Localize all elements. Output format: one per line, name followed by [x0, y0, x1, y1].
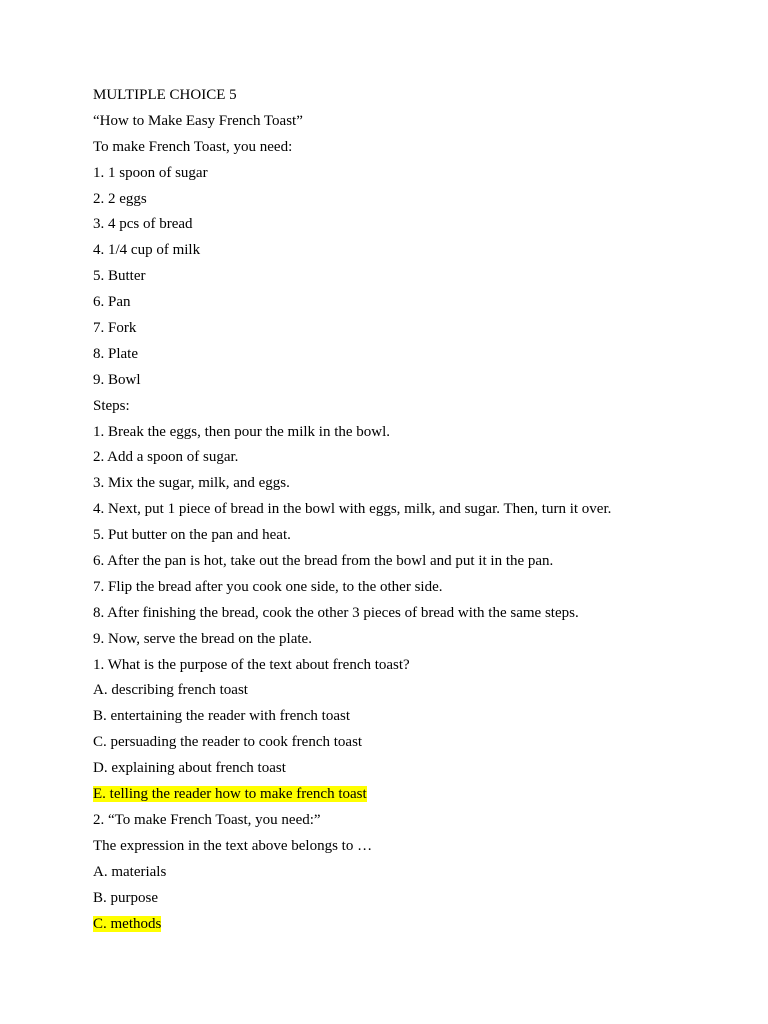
step-item: 1. Break the eggs, then pour the milk in the bowl.	[93, 423, 391, 440]
step-item: 2. Add a spoon of sugar.	[93, 449, 239, 466]
answer-highlight: E. telling the reader how to make french toast	[93, 786, 367, 803]
step-item: 6. After the pan is hot, take out the bread from the bowl and put it in the pan.	[93, 553, 554, 570]
step-item: 5. Put butter on the pan and heat.	[93, 527, 291, 544]
step-item: 8. After finishing the bread, cook the other 3 pieces of bread with the same steps.	[93, 604, 579, 621]
ingredient-item: 6. Pan	[93, 294, 131, 311]
step-item: 7. Flip the bread after you cook one side, to the other side.	[93, 578, 443, 595]
document-title: “How to Make Easy French Toast”	[93, 112, 303, 129]
ingredient-item: 3. 4 pcs of bread	[93, 216, 193, 233]
ingredient-item: 2. 2 eggs	[93, 190, 147, 207]
ingredient-item: 9. Bowl	[93, 371, 141, 388]
ingredient-item: 8. Plate	[93, 345, 138, 362]
ingredient-item: 4. 1/4 cup of milk	[93, 242, 201, 259]
ingredients-intro: To make French Toast, you need:	[93, 138, 293, 155]
answer-highlight: C. methods	[93, 915, 162, 932]
question-1-answer-highlighted	[93, 785, 733, 811]
document-page	[93, 86, 733, 940]
question-2-prompt-line2: The expression in the text above belongs to …	[93, 837, 373, 854]
step-item: 4. Next, put 1 piece of bread in the bowl with eggs, milk, and sugar. Then, turn it over.	[93, 501, 612, 518]
question-1-option: D. explaining about french toast	[93, 760, 286, 777]
ingredient-item: 7. Fork	[93, 320, 137, 337]
question-2-prompt: 2. “To make French Toast, you need:”	[93, 811, 321, 828]
question-1-prompt: 1. What is the purpose of the text about french toast?	[93, 656, 410, 673]
question-1-option: C. persuading the reader to cook french toast	[93, 734, 363, 751]
ingredient-item: 1. 1 spoon of sugar	[93, 164, 208, 181]
question-1-option: B. entertaining the reader with french toast	[93, 708, 350, 725]
steps-heading: Steps:	[93, 397, 130, 414]
step-item: 9. Now, serve the bread on the plate.	[93, 630, 312, 647]
document-header: MULTIPLE CHOICE 5	[93, 87, 237, 103]
step-item: 3. Mix the sugar, milk, and eggs.	[93, 475, 290, 492]
question-2-answer-highlighted	[93, 915, 733, 941]
question-2-option: A. materials	[93, 863, 167, 880]
ingredient-item: 5. Butter	[93, 268, 146, 285]
question-2-option: B. purpose	[93, 889, 158, 906]
question-1-option: A. describing french toast	[93, 682, 248, 699]
